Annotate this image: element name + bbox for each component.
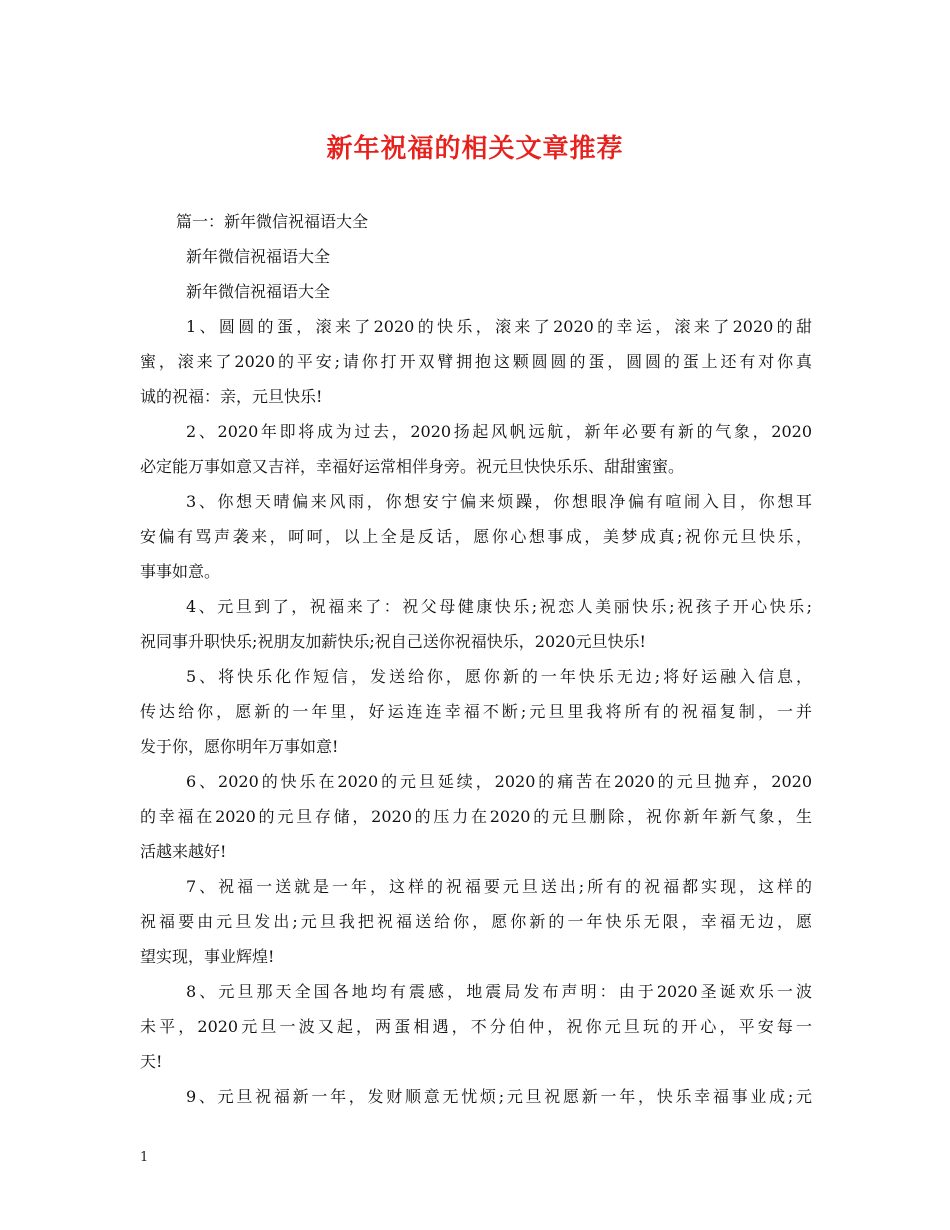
body-line: 3、你想天晴偏来风雨，你想安宁偏来烦躁，你想眼净偏有喧闹入目，你想耳 bbox=[186, 492, 812, 511]
body-line: 4、元旦到了，祝福来了：祝父母健康快乐;祝恋人美丽快乐;祝孩子开心快乐; bbox=[186, 597, 812, 616]
body-line: 2、2020年即将成为过去，2020扬起风帆远航，新年必要有新的气象，2020 bbox=[186, 422, 812, 441]
subheading: 新年微信祝福语大全 bbox=[186, 247, 331, 266]
body-line: 祝同事升职快乐;祝朋友加薪快乐;祝自己送你祝福快乐，2020元旦快乐! bbox=[140, 632, 646, 651]
body-line: 的幸福在2020的元旦存储，2020的压力在2020的元旦删除，祝你新年新气象，生 bbox=[140, 807, 812, 826]
body-line: 诚的祝福：亲，元旦快乐! bbox=[140, 387, 323, 406]
body-line: 必定能万事如意又吉祥，幸福好运常相伴身旁。祝元旦快快乐乐、甜甜蜜蜜。 bbox=[140, 457, 685, 476]
page-number: 1 bbox=[140, 1150, 149, 1165]
body-line: 5、将快乐化作短信，发送给你，愿你新的一年快乐无边;将好运融入信息， bbox=[186, 667, 812, 686]
body-line: 祝福要由元旦发出;元旦我把祝福送给你，愿你新的一年快乐无限，幸福无边，愿 bbox=[140, 912, 812, 931]
document-body bbox=[140, 204, 812, 1114]
body-line: 望实现，事业辉煌! bbox=[140, 947, 275, 966]
body-line: 发于你，愿你明年万事如意! bbox=[140, 737, 339, 756]
body-line: 6、2020的快乐在2020的元旦延续，2020的痛苦在2020的元旦抛弃，2020 bbox=[186, 772, 812, 791]
body-line: 8、元旦那天全国各地均有震感，地震局发布声明：由于2020圣诞欢乐一波 bbox=[186, 982, 812, 1001]
subheading: 新年微信祝福语大全 bbox=[186, 282, 331, 301]
section-heading: 篇一：新年微信祝福语大全 bbox=[176, 212, 369, 231]
body-line: 蜜，滚来了2020的平安;请你打开双臂拥抱这颗圆圆的蛋，圆圆的蛋上还有对你真 bbox=[140, 352, 812, 371]
body-line: 1、圆圆的蛋，滚来了2020的快乐，滚来了2020的幸运，滚来了2020的甜 bbox=[186, 317, 812, 336]
body-line: 天! bbox=[140, 1052, 163, 1071]
body-line: 7、祝福一送就是一年，这样的祝福要元旦送出;所有的祝福都实现，这样的 bbox=[186, 877, 812, 896]
body-line: 活越来越好! bbox=[140, 842, 227, 861]
body-line: 事事如意。 bbox=[140, 562, 221, 581]
body-line: 传达给你，愿新的一年里，好运连连幸福不断;元旦里我将所有的祝福复制，一并 bbox=[140, 702, 812, 721]
body-line: 未平，2020元旦一波又起，两蛋相遇，不分伯仲，祝你元旦玩的开心，平安每一 bbox=[140, 1017, 812, 1036]
body-line: 安偏有骂声袭来，呵呵，以上全是反话，愿你心想事成，美梦成真;祝你元旦快乐， bbox=[140, 527, 812, 546]
body-line: 9、元旦祝福新一年，发财顺意无忧烦;元旦祝愿新一年，快乐幸福事业成;元 bbox=[186, 1087, 812, 1106]
document-title: 新年祝福的相关文章推荐 bbox=[326, 134, 624, 164]
